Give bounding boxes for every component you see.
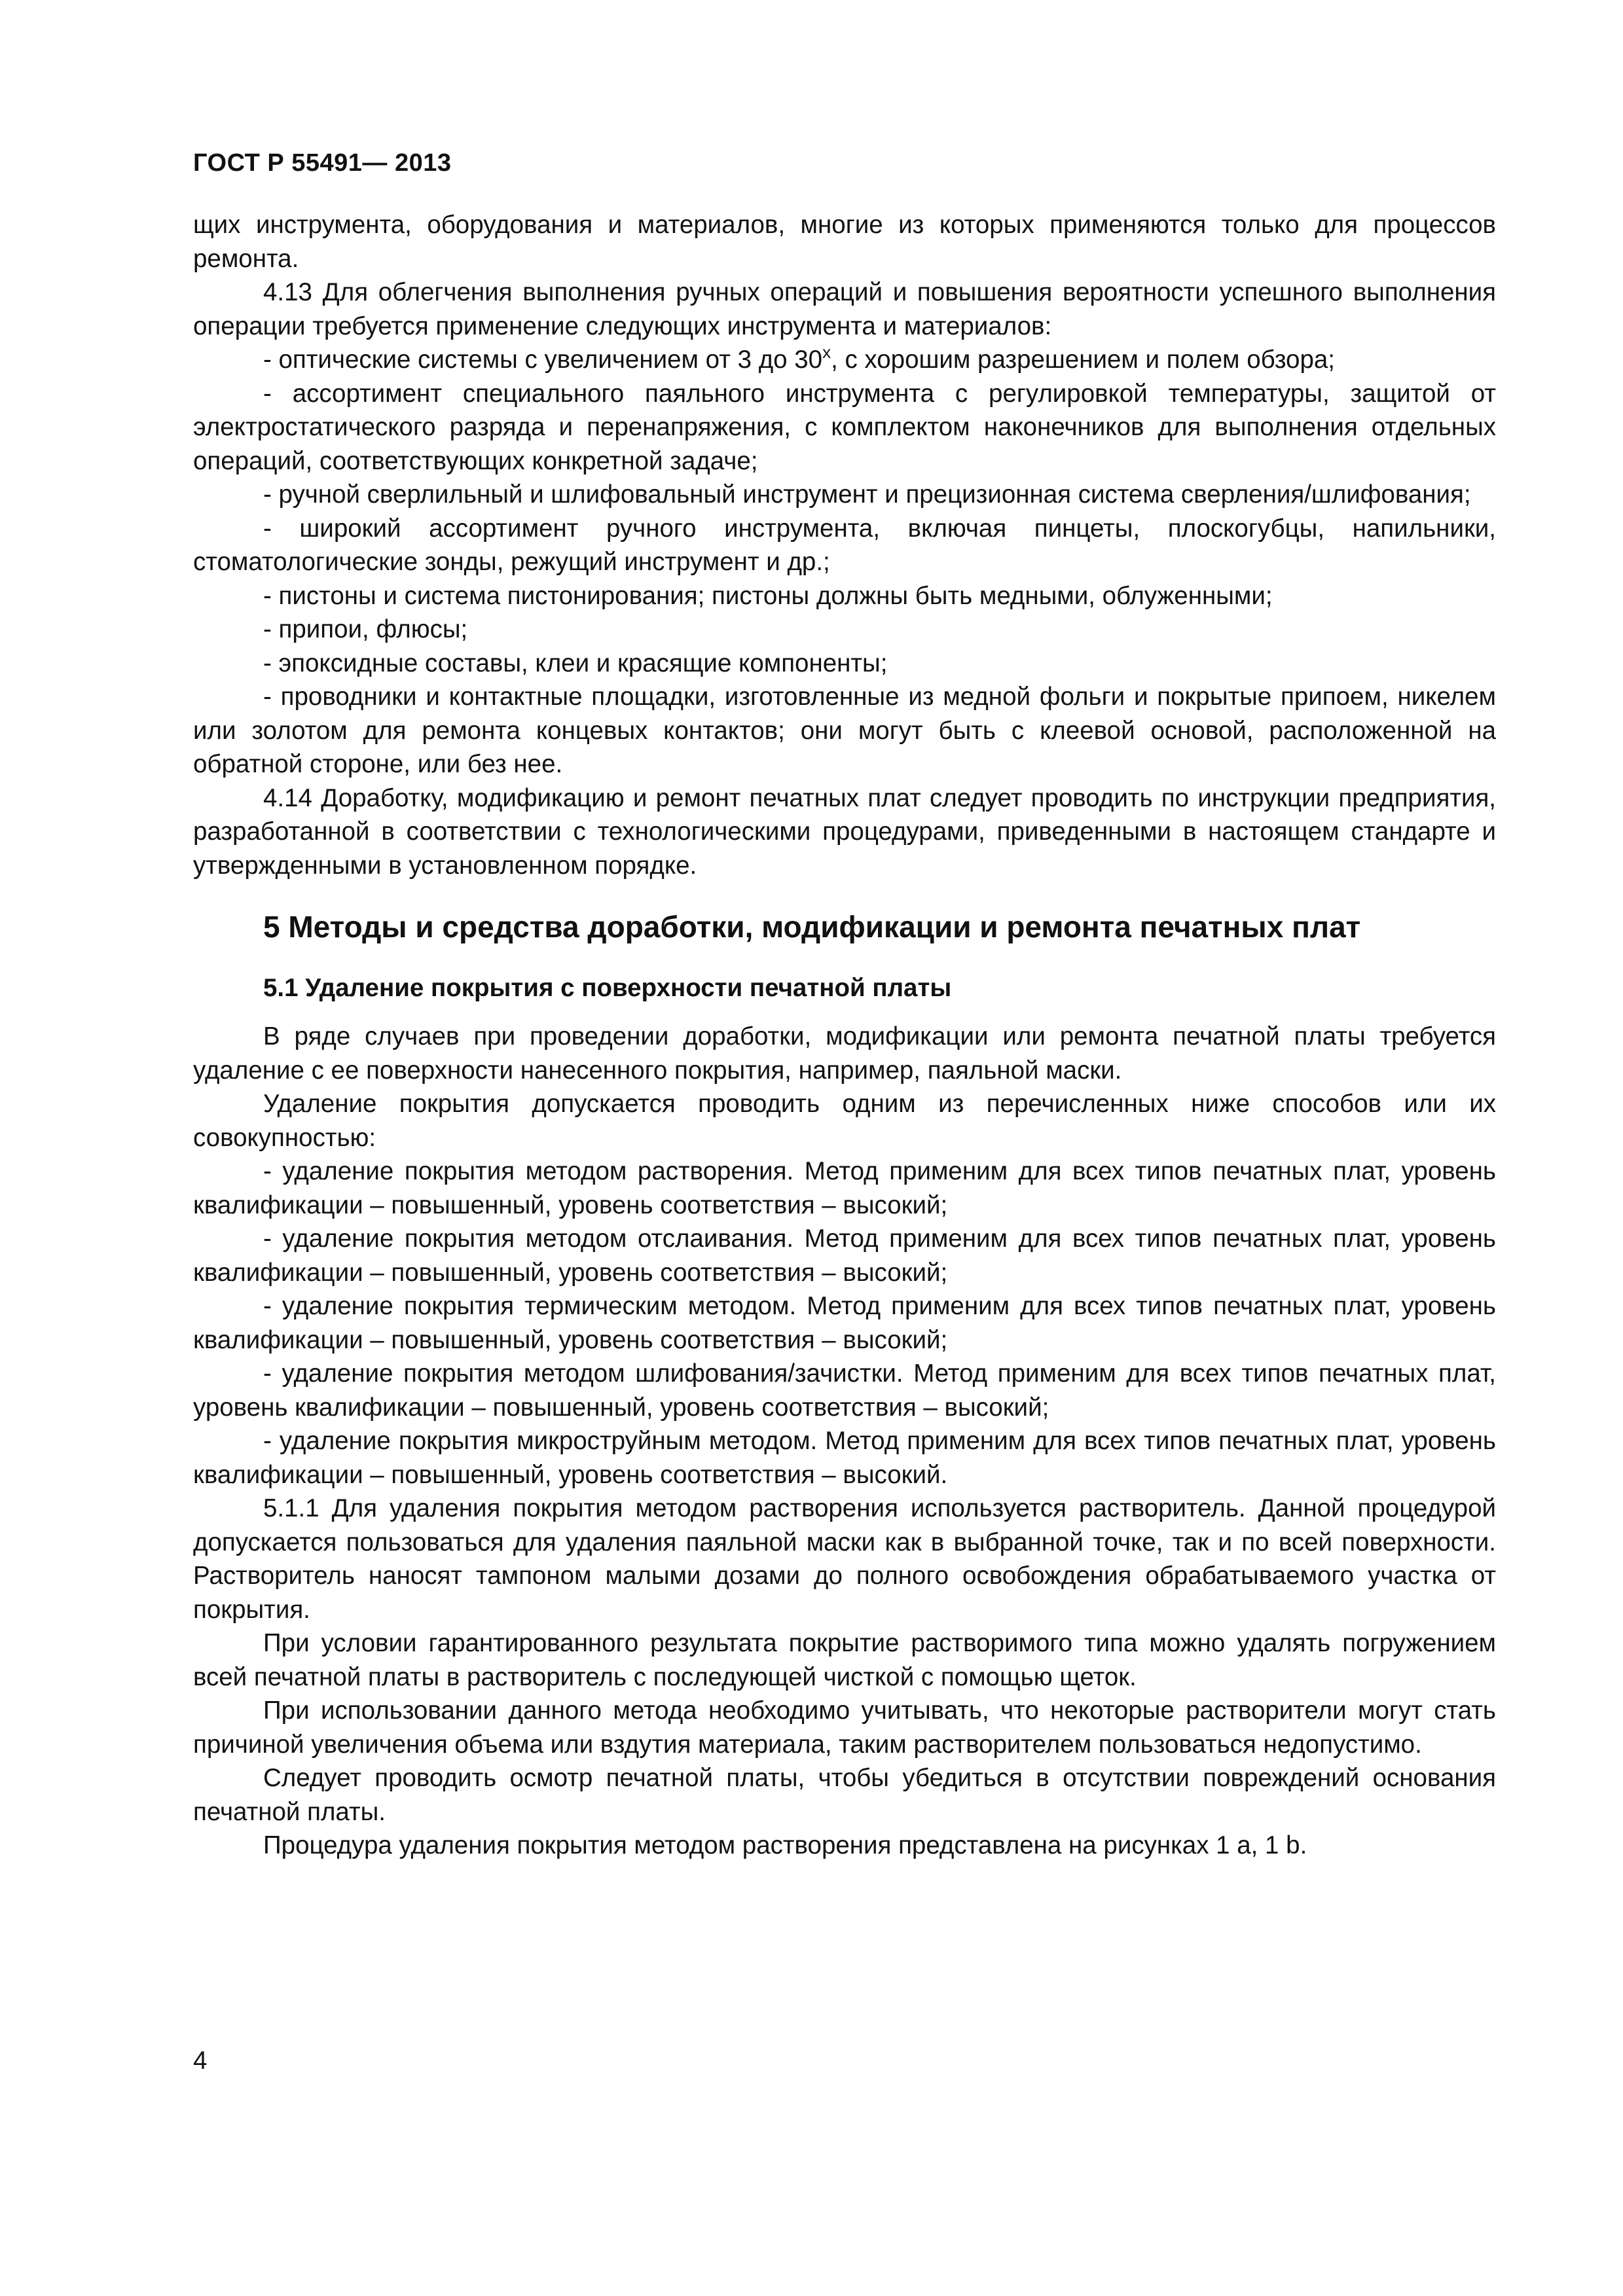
- list-item-optical-systems: [193, 343, 1496, 377]
- paragraph-immersion: При условии гарантированного результата покрытие растворимого типа можно удалять погружением всей печатной платы в растворитель с последующей чисткой с помощью щеток.: [193, 1629, 1496, 1691]
- paragraph-5-1-methods-intro: Удаление покрытия допускается проводить одним из перечисленных ниже способов или их совокупностью:: [193, 1090, 1496, 1152]
- document-header-code: ГОСТ Р 55491— 2013: [193, 149, 452, 177]
- paragraph-5-1-1: 5.1.1 Для удаления покрытия методом растворения используется растворитель. Данной процедурой допускается пользоваться для удаления паяльной маски как в выбранной точке, так и по всей поверхности. Растворитель наносят тампоном малыми дозами до полного освобождения обрабатываемого участка от покрытия.: [193, 1494, 1496, 1624]
- list-item-text: , с хорошим разрешением и полем обзора;: [831, 346, 1335, 374]
- paragraph-solvent-caution: При использовании данного метода необходимо учитывать, что некоторые растворители могут стать причиной увеличения объема или вздутия материала, таким растворителем пользоваться недопустимо.: [193, 1696, 1496, 1759]
- method-item-dissolution: - удаление покрытия методом растворения. Метод применим для всех типов печатных плат, уровень квалификации – повышенный, уровень соответствия – высокий;: [193, 1157, 1496, 1219]
- paragraph-procedure-figures: Процедура удаления покрытия методом растворения представлена на рисунках 1 а, 1 b.: [263, 1831, 1307, 1859]
- superscript-x: х: [822, 342, 831, 362]
- list-item-drilling-tools: - ручной сверлильный и шлифовальный инструмент и прецизионная система сверления/шлифования;: [263, 480, 1471, 509]
- paragraph-intro-continuation: щих инструмента, оборудования и материалов, многие из которых применяются только для процессов ремонта.: [193, 211, 1496, 273]
- list-item-eyelets: - пистоны и система пистонирования; пистоны должны быть медными, облуженными;: [263, 581, 1273, 610]
- list-item-hand-tools: - широкий ассортимент ручного инструмента, включая пинцеты, плоскогубцы, напильники, стоматологические зонды, режущий инструмент и др.;: [193, 514, 1496, 576]
- paragraph-4-14: 4.14 Доработку, модификацию и ремонт печатных плат следует проводить по инструкции предприятия, разработанной в соответствии с технологическими процедурами, приведенными в настоящем стандарте и утвержденными в установленном порядке.: [193, 783, 1496, 880]
- list-item-conductors-pads: - проводники и контактные площадки, изготовленные из медной фольги и покрытые припоем, никелем или золотом для ремонта концевых контактов; они могут быть с клеевой основой, расположенной на обратной стороне, или без нее.: [193, 683, 1496, 778]
- list-item-text: - оптические системы с увеличением от 3 до 30: [263, 346, 823, 374]
- document-body: [193, 208, 1496, 1863]
- list-item-soldering-tools: - ассортимент специального паяльного инструмента с регулировкой температуры, защитой от электростатического разряда и перенапряжения, с комплектом наконечников для выполнения отдельных операций, соответствующих конкретной задаче;: [193, 379, 1496, 475]
- list-item-solders-fluxes: - припои, флюсы;: [263, 615, 468, 643]
- method-item-peeling: - удаление покрытия методом отслаивания. Метод применим для всех типов печатных плат, уровень квалификации – повышенный, уровень соответствия – высокий;: [193, 1225, 1496, 1287]
- subsection-5-1-title: 5.1 Удаление покрытия с поверхности печатной платы: [263, 974, 952, 1002]
- section-5-title: 5 Методы и средства доработки, модификации и ремонта печатных плат: [263, 910, 1361, 944]
- method-item-grinding: - удаление покрытия методом шлифования/зачистки. Метод применим для всех типов печатных плат, уровень квалификации – повышенный, уровень соответствия – высокий;: [193, 1359, 1496, 1422]
- paragraph-5-1-intro: В ряде случаев при проведении доработки, модификации или ремонта печатной платы требуется удаление с ее поверхности нанесенного покрытия, например, паяльной маски.: [193, 1022, 1496, 1085]
- paragraph-inspection: Следует проводить осмотр печатной платы, чтобы убедиться в отсутствии повреждений основания печатной платы.: [193, 1764, 1496, 1826]
- method-item-microjet: - удаление покрытия микроструйным методом. Метод применим для всех типов печатных плат, уровень квалификации – повышенный, уровень соответствия – высокий.: [193, 1427, 1496, 1489]
- list-item-epoxies: - эпоксидные составы, клеи и красящие компоненты;: [263, 649, 888, 677]
- page-number: 4: [193, 2047, 208, 2075]
- method-item-thermal: - удаление покрытия термическим методом. Метод применим для всех типов печатных плат, уровень квалификации – повышенный, уровень соответствия – высокий;: [193, 1292, 1496, 1354]
- paragraph-4-13: 4.13 Для облегчения выполнения ручных операций и повышения вероятности успешного выполнения операции требуется применение следующих инструмента и материалов:: [193, 278, 1496, 340]
